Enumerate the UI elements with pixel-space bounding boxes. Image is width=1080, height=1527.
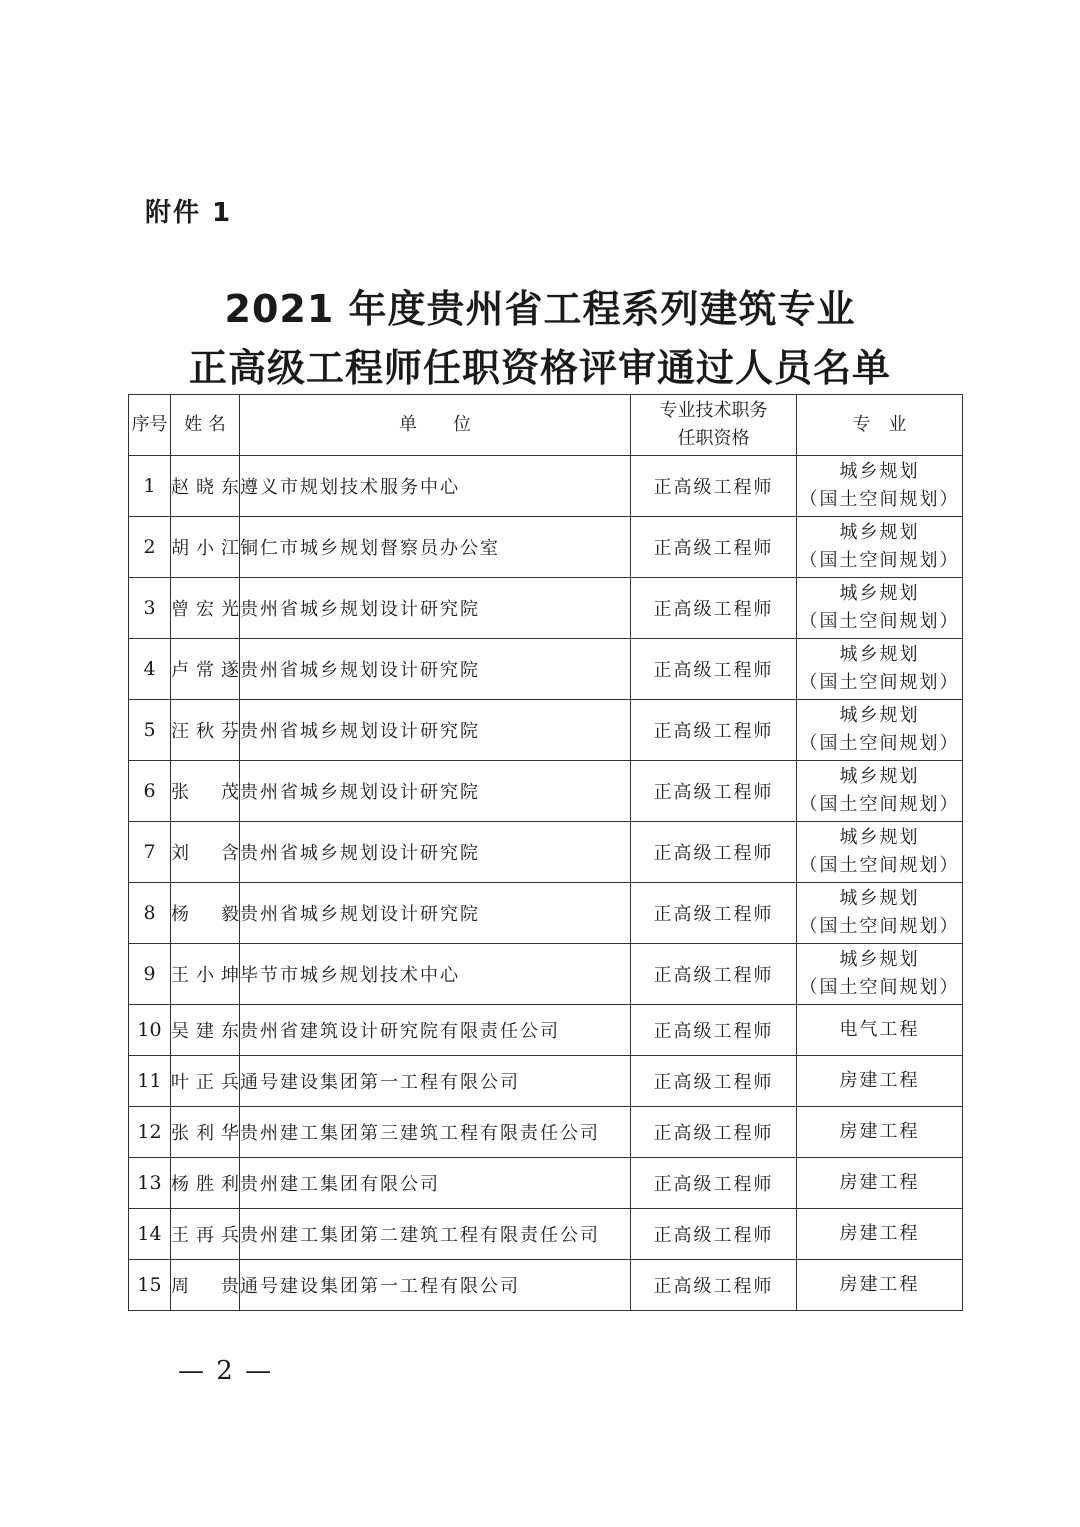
row-specialty: 房建工程 [797, 1158, 963, 1209]
table-row [129, 761, 963, 822]
header-qualification [631, 395, 797, 456]
page-number: — 2 — [178, 1356, 274, 1386]
row-no: 9 [129, 944, 171, 1005]
row-name: 王再兵 [171, 1209, 240, 1260]
table-row [129, 1158, 963, 1209]
row-no: 7 [129, 822, 171, 883]
row-specialty: 房建工程 [797, 1056, 963, 1107]
table-row [129, 1209, 963, 1260]
table-row [129, 456, 963, 517]
row-no: 3 [129, 578, 171, 639]
specialty-main: 城乡规划 [839, 766, 920, 787]
row-name: 杨 毅 [171, 883, 240, 944]
specialty-main: 城乡规划 [839, 705, 920, 726]
row-unit: 遵义市规划技术服务中心 [240, 456, 631, 517]
row-specialty [797, 517, 963, 578]
specialty-main: 城乡规划 [839, 583, 920, 604]
table-row [129, 578, 963, 639]
row-specialty [797, 639, 963, 700]
specialty-main: 城乡规划 [839, 827, 920, 848]
specialty-main: 城乡规划 [839, 461, 920, 482]
row-qualification: 正高级工程师 [631, 883, 797, 944]
table-row [129, 1107, 963, 1158]
specialty-sub: （国土空间规划） [799, 855, 960, 876]
row-name: 叶正兵 [171, 1056, 240, 1107]
row-name: 张 茂 [171, 761, 240, 822]
row-qualification: 正高级工程师 [631, 822, 797, 883]
row-name: 赵晓东 [171, 456, 240, 517]
row-unit: 贵州建工集团有限公司 [240, 1158, 631, 1209]
row-unit: 通号建设集团第一工程有限公司 [240, 1056, 631, 1107]
row-unit: 贵州省城乡规划设计研究院 [240, 639, 631, 700]
row-name: 周 贵 [171, 1260, 240, 1311]
row-name: 曾宏光 [171, 578, 240, 639]
row-no: 10 [129, 1005, 171, 1056]
header-specialty: 专 业 [797, 395, 963, 456]
row-no: 12 [129, 1107, 171, 1158]
row-specialty [797, 944, 963, 1005]
row-unit: 贵州省城乡规划设计研究院 [240, 578, 631, 639]
row-qualification: 正高级工程师 [631, 639, 797, 700]
roster-table [128, 394, 963, 1311]
row-qualification: 正高级工程师 [631, 761, 797, 822]
header-no: 序号 [129, 395, 171, 456]
table-row [129, 1260, 963, 1311]
row-name: 胡小江 [171, 517, 240, 578]
row-unit: 铜仁市城乡规划督察员办公室 [240, 517, 631, 578]
row-unit: 通号建设集团第一工程有限公司 [240, 1260, 631, 1311]
row-name: 刘 含 [171, 822, 240, 883]
row-specialty [797, 456, 963, 517]
specialty-sub: （国土空间规划） [799, 550, 960, 571]
row-specialty [797, 883, 963, 944]
row-qualification: 正高级工程师 [631, 1260, 797, 1311]
row-specialty [797, 700, 963, 761]
row-unit: 贵州省城乡规划设计研究院 [240, 700, 631, 761]
row-qualification: 正高级工程师 [631, 1158, 797, 1209]
row-no: 11 [129, 1056, 171, 1107]
row-specialty: 房建工程 [797, 1209, 963, 1260]
specialty-sub: （国土空间规划） [799, 794, 960, 815]
row-qualification: 正高级工程师 [631, 456, 797, 517]
row-no: 4 [129, 639, 171, 700]
header-name: 姓 名 [171, 395, 240, 456]
specialty-sub: （国土空间规划） [799, 672, 960, 693]
row-unit: 贵州省城乡规划设计研究院 [240, 822, 631, 883]
row-specialty: 房建工程 [797, 1107, 963, 1158]
specialty-sub: （国土空间规划） [799, 611, 960, 632]
specialty-main: 城乡规划 [839, 522, 920, 543]
row-specialty [797, 822, 963, 883]
row-unit: 贵州省城乡规划设计研究院 [240, 761, 631, 822]
row-qualification: 正高级工程师 [631, 1209, 797, 1260]
attachment-label: 附件 1 [145, 198, 233, 228]
specialty-sub: （国土空间规划） [799, 916, 960, 937]
row-no: 14 [129, 1209, 171, 1260]
header-unit: 单 位 [240, 395, 631, 456]
row-qualification: 正高级工程师 [631, 1107, 797, 1158]
row-no: 1 [129, 456, 171, 517]
row-unit: 贵州建工集团第三建筑工程有限责任公司 [240, 1107, 631, 1158]
row-no: 13 [129, 1158, 171, 1209]
specialty-sub: （国土空间规划） [799, 977, 960, 998]
row-no: 6 [129, 761, 171, 822]
row-qualification: 正高级工程师 [631, 517, 797, 578]
table-row [129, 944, 963, 1005]
row-name: 张利华 [171, 1107, 240, 1158]
row-name: 汪秋芬 [171, 700, 240, 761]
document-title-line2: 正高级工程师任职资格评审通过人员名单 [188, 346, 891, 390]
row-name: 吴建东 [171, 1005, 240, 1056]
specialty-main: 城乡规划 [839, 949, 920, 970]
row-name: 杨胜利 [171, 1158, 240, 1209]
table-row [129, 517, 963, 578]
row-specialty: 房建工程 [797, 1260, 963, 1311]
table-row [129, 822, 963, 883]
row-unit: 贵州建工集团第二建筑工程有限责任公司 [240, 1209, 631, 1260]
table-row [129, 700, 963, 761]
row-no: 5 [129, 700, 171, 761]
row-no: 15 [129, 1260, 171, 1311]
row-name: 王小坤 [171, 944, 240, 1005]
row-unit: 贵州省城乡规划设计研究院 [240, 883, 631, 944]
row-qualification: 正高级工程师 [631, 1056, 797, 1107]
row-no: 8 [129, 883, 171, 944]
row-name: 卢常遂 [171, 639, 240, 700]
table-row [129, 639, 963, 700]
specialty-sub: （国土空间规划） [799, 733, 960, 754]
header-qualification-line1: 专业技术职务 [659, 400, 768, 421]
table-row [129, 1005, 963, 1056]
table-row [129, 883, 963, 944]
specialty-sub: （国土空间规划） [799, 489, 960, 510]
row-specialty: 电气工程 [797, 1005, 963, 1056]
row-qualification: 正高级工程师 [631, 578, 797, 639]
row-qualification: 正高级工程师 [631, 1005, 797, 1056]
row-qualification: 正高级工程师 [631, 700, 797, 761]
row-specialty [797, 761, 963, 822]
specialty-main: 城乡规划 [839, 888, 920, 909]
document-title-line1: 2021 年度贵州省工程系列建筑专业 [224, 287, 856, 331]
row-no: 2 [129, 517, 171, 578]
table-header-row [129, 395, 963, 456]
row-specialty [797, 578, 963, 639]
specialty-main: 城乡规划 [839, 644, 920, 665]
header-qualification-line2: 任职资格 [677, 428, 750, 449]
roster-body [129, 456, 963, 1311]
row-unit: 贵州省建筑设计研究院有限责任公司 [240, 1005, 631, 1056]
row-qualification: 正高级工程师 [631, 944, 797, 1005]
table-row [129, 1056, 963, 1107]
row-unit: 毕节市城乡规划技术中心 [240, 944, 631, 1005]
